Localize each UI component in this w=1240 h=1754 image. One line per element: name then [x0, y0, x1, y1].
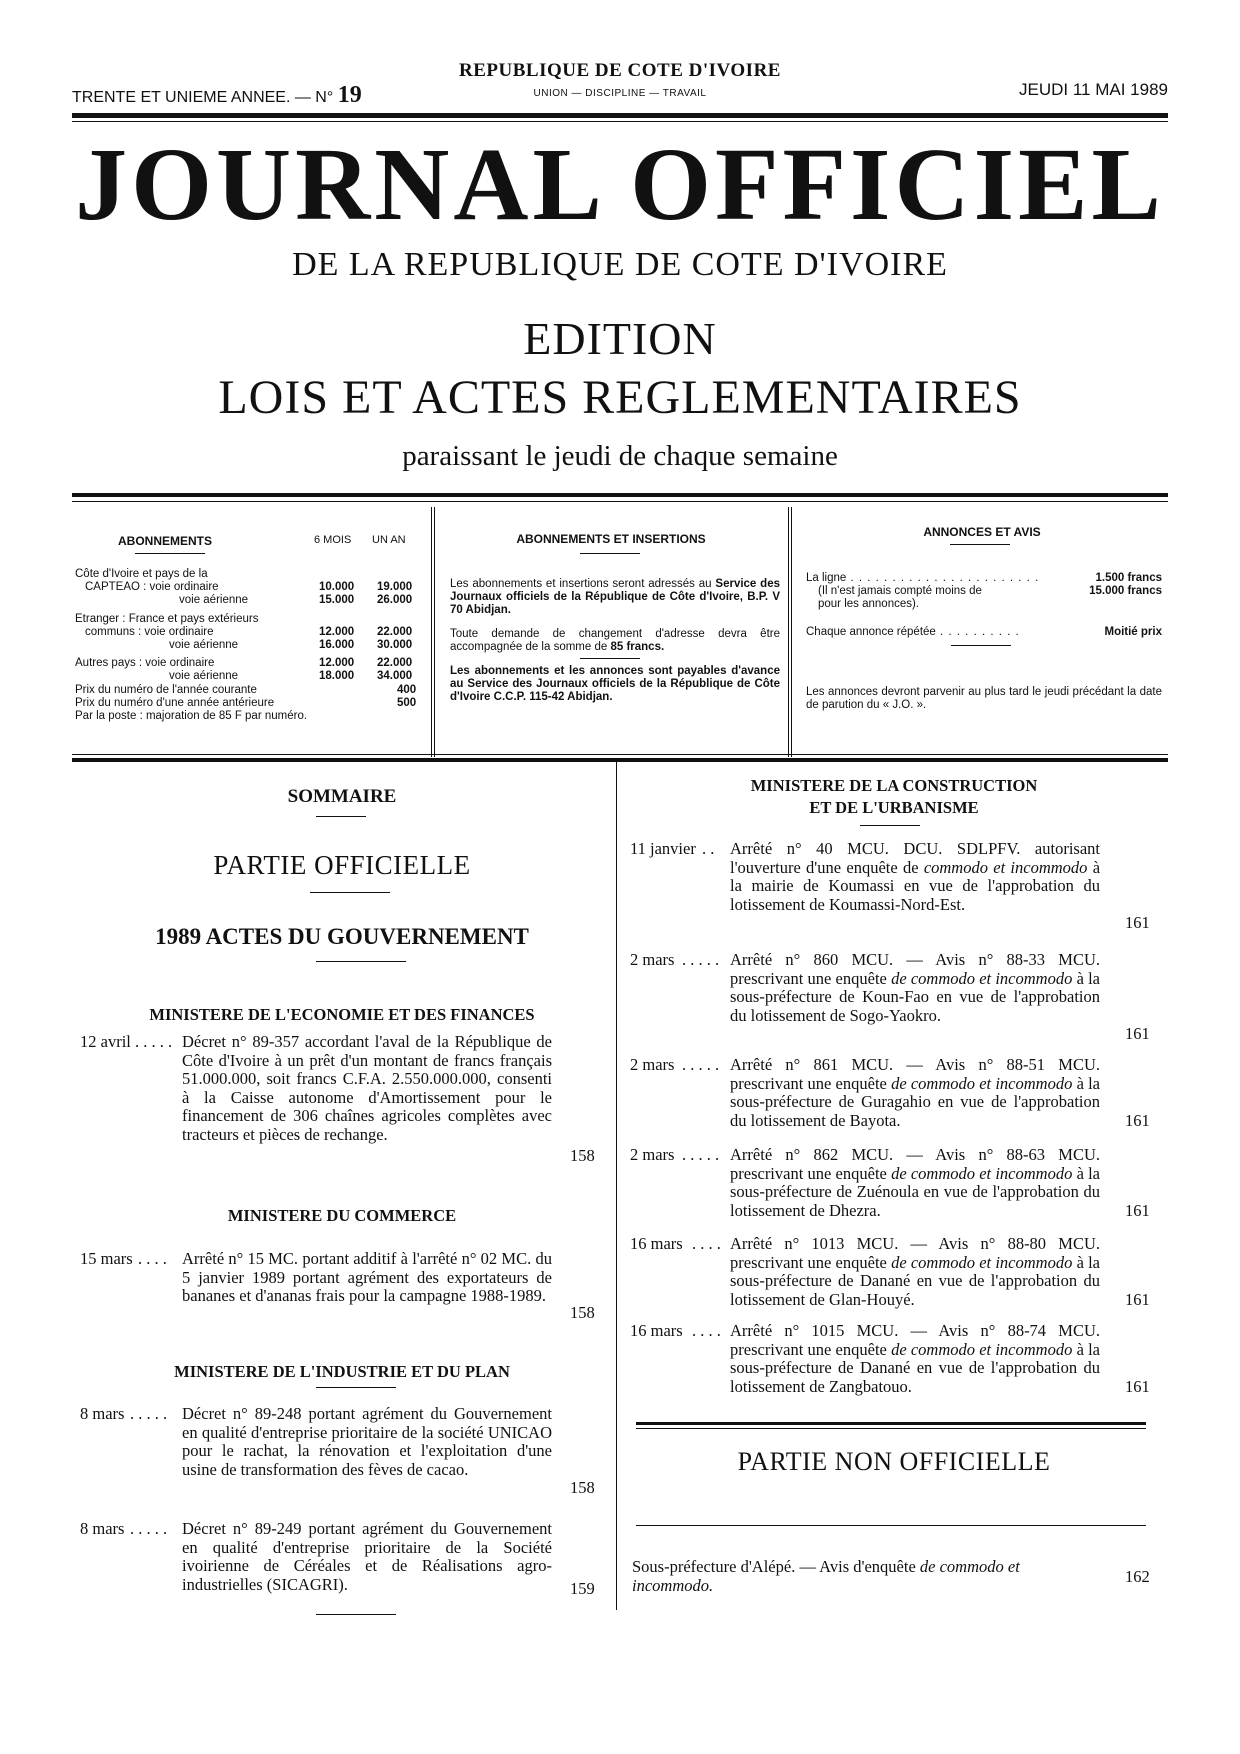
ads-min-price: 15.000 francs	[1089, 585, 1162, 598]
toc-entry[interactable]	[630, 1235, 1160, 1311]
entry-page: 162	[1125, 1567, 1150, 1586]
entry-text: Arrêté n° 1015 MCU. — Avis n° 88-74 MCU. prescrivant une enquête de commodo et incommodo à la sous-préfecture de Danané en vue de l'approbation du lotissement de Zangbatouo.	[730, 1321, 1101, 1396]
journal-title: JOURNAL OFFICIEL	[75, 127, 1165, 242]
ministry-economie: MINISTERE DE L'ECONOMIE ET DES FINANCES	[149, 1005, 535, 1024]
country-name: REPUBLIQUE DE COTE D'IVOIRE	[459, 60, 781, 81]
leader-dots: . . . . .	[130, 1404, 168, 1423]
journal-subtitle: DE LA REPUBLIQUE DE COTE D'IVOIRE	[292, 246, 948, 283]
price-previous-row	[75, 697, 425, 710]
ads-heading: ANNONCES ET AVIS	[923, 525, 1041, 539]
toc-entry[interactable]	[632, 1558, 1162, 1598]
entry-date: 11 janvier	[630, 839, 696, 858]
box-divider-1	[431, 507, 432, 757]
inserts-body	[450, 578, 780, 705]
entry-page: 161	[1125, 913, 1150, 932]
price-current-label: Prix du numéro de l'année courante	[75, 683, 257, 696]
leader-dots: . . . . .	[682, 950, 720, 969]
box-bottom-rule-thick	[72, 758, 1168, 762]
leader-dots: . . . .	[692, 1234, 721, 1253]
inserts-address: Les abonnements et insertions seront adressés au Service des Journaux officiels de la République de Côte d'Ivoire, B.P. V 70 Abidjan.	[450, 578, 780, 617]
rate-row	[75, 670, 425, 683]
toc-entry[interactable]	[630, 951, 1160, 1047]
entry-date: 2 mars	[630, 950, 675, 969]
ads-min-row: (Il n'est jamais compté moins de 15.000 francs	[818, 585, 1162, 598]
header-rule-thick	[72, 113, 1168, 118]
leader-dots: . . . .	[692, 1321, 721, 1340]
rate-year: 26.000	[377, 594, 413, 607]
ministry-commerce: MINISTERE DU COMMERCE	[227, 1206, 457, 1225]
ministry-industrie: MINISTERE DE L'INDUSTRIE ET DU PLAN	[174, 1362, 510, 1381]
subscription-rates	[75, 568, 425, 723]
rate-label: communs : voie ordinaire	[85, 625, 214, 638]
rate-six: 10.000	[319, 581, 355, 594]
ads-line-row: La ligne . . . . . . . . . . . . . . . . . . . . . . . 1.500 francs	[806, 572, 1162, 584]
rate-six: 18.000	[319, 670, 355, 683]
rate-year: 19.000	[377, 581, 413, 594]
rate-row	[75, 581, 425, 594]
rate-label: voie aérienne	[179, 594, 249, 607]
ads-repeat-row: Chaque annonce répétée . . . . . . . . . . Moitié prix	[806, 625, 1162, 638]
inserts-heading-rule	[580, 553, 640, 554]
entry-text: Arrêté n° 1013 MCU. — Avis n° 88-80 MCU. prescrivant une enquête de commodo et incommodo à la sous-préfecture de Danané en vue de l'approbation du lotissement de Glan-Houyé.	[730, 1234, 1101, 1309]
ministry-construction-line2: ET DE L'URBANISME	[809, 798, 979, 817]
box-divider-1b	[434, 507, 435, 757]
issue-line	[72, 82, 362, 109]
edition-label: EDITION	[523, 313, 717, 364]
subscriptions-heading: ABONNEMENTS	[118, 534, 213, 548]
nonoff-rule-thin	[636, 1428, 1146, 1429]
ads-separator	[951, 645, 1011, 646]
price-previous-value: 500	[397, 696, 417, 709]
publication-frequency: paraissant le jeudi de chaque semaine	[402, 440, 838, 472]
entry-text: Arrêté n° 15 MC. portant additif à l'arrêté n° 02 MC. du 5 janvier 1989 portant agrément des exportateurs de bananes et d'ananas frais pour la campagne 1988-1989.	[182, 1249, 552, 1305]
entry-date: 16 mars	[630, 1321, 683, 1340]
col-1year: UN AN	[372, 534, 406, 546]
entry-page: 161	[1125, 1377, 1150, 1396]
rate-year: 22.000	[377, 625, 413, 638]
motto: UNION — DISCIPLINE — TRAVAIL	[533, 88, 707, 99]
rate-six: 12.000	[319, 657, 355, 670]
year-label: TRENTE ET UNIEME ANNEE. — N°	[72, 89, 334, 106]
ministry-construction-line1: MINISTERE DE LA CONSTRUCTION	[750, 776, 1038, 795]
entry-date: 2 mars	[630, 1145, 675, 1164]
partie-officielle-rule	[310, 892, 390, 893]
ministry-industrie-rule	[316, 1387, 396, 1388]
entry-text: Décret n° 89-248 portant agrément du Gouvernement en qualité d'entreprise prioritaire de la société UNICAO pour le rachat, la rénovation et l'exploitation d'une usine de transformation des fèves de cacao.	[182, 1404, 552, 1479]
partie-non-officielle: PARTIE NON OFFICIELLE	[737, 1447, 1051, 1476]
ads-body	[806, 572, 1162, 712]
entry-date: 16 mars	[630, 1234, 683, 1253]
toc-entry[interactable]	[80, 1033, 600, 1181]
entry-page: 158	[570, 1478, 595, 1497]
ads-line-price: 1.500 francs	[1095, 572, 1162, 584]
inserts-change-address: Toute demande de changement d'adresse devra être accompagnée de la somme de 85 francs.	[450, 627, 780, 653]
partie-officielle: PARTIE OFFICIELLE	[213, 850, 471, 880]
ads-repeat-price: Moitié prix	[1104, 625, 1162, 638]
entry-date: 8 mars	[80, 1404, 125, 1423]
box-bottom-rule-thin	[72, 754, 1168, 755]
toc-entry[interactable]	[80, 1405, 600, 1501]
ads-heading-rule	[950, 544, 1010, 545]
rate-label: CAPTEAO : voie ordinaire	[85, 581, 219, 594]
rate-row	[75, 594, 425, 607]
rate-row	[75, 613, 425, 626]
leader-dots: . . . .	[138, 1249, 167, 1268]
price-previous-label: Prix du numéro d'une année antérieure	[75, 696, 275, 709]
column-separator	[616, 762, 617, 1610]
entry-date: 8 mars	[80, 1519, 125, 1538]
leader-dots: . . . . .	[682, 1145, 720, 1164]
entry-date: 15 mars	[80, 1249, 133, 1268]
inserts-heading: ABONNEMENTS ET INSERTIONS	[516, 532, 706, 546]
entry-text: Arrêté n° 860 MCU. — Avis n° 88-33 MCU. prescrivant une enquête de commodo et incommodo à la sous-préfecture de Koun-Fao en vue de l'approbation du lotissement de Sogo-Yaokro.	[730, 950, 1101, 1025]
inserts-payment: Les abonnements et les annonces sont payables d'avance au Service des Journaux officiels de la République de Côte d'Ivoire C.C.P. 115-42 Abidjan.	[450, 665, 780, 704]
sommaire-title: SOMMAIRE	[287, 786, 397, 807]
rate-label: voie aérienne	[169, 638, 239, 651]
col-6months: 6 MOIS	[314, 534, 352, 546]
rate-label: voie aérienne	[169, 670, 239, 683]
ads-deadline: Les annonces devront parvenir au plus tard le jeudi précédant la date de parution du « J.O. ».	[806, 685, 1162, 711]
box-divider-2b	[791, 507, 792, 757]
entry-page: 158	[570, 1146, 595, 1165]
rate-row	[75, 568, 425, 581]
postal-row	[75, 710, 425, 723]
entry-text: Arrêté n° 40 MCU. DCU. SDLPFV. autorisant l'ouverture d'une enquête de commodo et incommodo à la mairie de Koumassi en vue de l'approbation du lotissement de Koumassi-Nord-Est.	[730, 839, 1101, 914]
entry-page: 161	[1125, 1024, 1150, 1043]
actes-rule	[316, 961, 406, 962]
entry-text: Décret n° 89-357 accordant l'aval de la République de Côte d'Ivoire à un prêt d'un montant de francs français 51.000.000, soit francs C.F.A. 2.550.000.000, consenti à la Caisse autonome d'Amortissement pour le financement de 306 chaînes agricoles complètes avec tracteurs et pièces de rechange.	[182, 1032, 552, 1144]
leader-dots: . .	[702, 839, 715, 858]
entry-page: 158	[570, 1303, 595, 1322]
entry-date: 12 avril	[80, 1032, 131, 1051]
rate-label: Autres pays : voie ordinaire	[75, 657, 215, 670]
entry-page: 161	[1125, 1290, 1150, 1309]
toc-entry[interactable]	[630, 1322, 1160, 1398]
rate-label: Côte d'Ivoire et pays de la	[75, 568, 208, 580]
entry-page: 161	[1125, 1201, 1150, 1220]
toc-entry[interactable]	[80, 1250, 600, 1330]
box-top-rule-thin	[72, 501, 1168, 502]
rate-row	[75, 626, 425, 639]
entry-text: Arrêté n° 862 MCU. — Avis n° 88-63 MCU. prescrivant une enquête de commodo et incommodo à la sous-préfecture de Zuénoula en vue de l'approbation du lotissement de Dhezra.	[730, 1145, 1101, 1220]
leader-dots: . . . . .	[130, 1519, 168, 1538]
nonoff-rule-thick	[636, 1422, 1146, 1425]
rate-label: Etranger : France et pays extérieurs	[75, 612, 259, 625]
box-divider-2	[788, 507, 789, 757]
actes-heading: 1989 ACTES DU GOUVERNEMENT	[155, 924, 529, 949]
entry-text: Décret n° 89-249 portant agrément du Gouvernement en qualité d'entreprise prioritaire de la Société ivoirienne de Céréales et de Réalisations agro-industrielles (SICAGRI).	[182, 1519, 552, 1594]
entry-page: 161	[1125, 1111, 1150, 1130]
ads-min-row2: pour les annonces).	[818, 598, 920, 611]
nonoff-heading-rule	[636, 1525, 1146, 1526]
issue-date: JEUDI 11 MAI 1989	[1019, 80, 1168, 99]
price-current-value: 400	[397, 683, 417, 696]
rate-year: 34.000	[377, 670, 413, 683]
price-current-row	[75, 684, 425, 697]
header-rule-thin	[72, 121, 1168, 122]
rate-row	[75, 639, 425, 652]
entry-text: Arrêté n° 861 MCU. — Avis n° 88-51 MCU. prescrivant une enquête de commodo et incommodo à la sous-préfecture de Guragahio en vue de l'approbation du lotissement de Bayota.	[730, 1055, 1101, 1130]
rate-year: 22.000	[377, 657, 413, 670]
ministry-construction-rule	[860, 825, 920, 826]
toc-entry[interactable]	[80, 1520, 600, 1600]
leader-dots: . . . . .	[135, 1032, 173, 1051]
leader-dots: . . . . .	[682, 1055, 720, 1074]
postal-surcharge: Par la poste : majoration de 85 F par numéro.	[75, 709, 308, 722]
rate-six: 12.000	[319, 625, 355, 638]
rate-row	[75, 657, 425, 670]
rate-year: 30.000	[377, 638, 413, 651]
inserts-separator	[580, 658, 640, 659]
issue-number: 19	[337, 82, 362, 108]
box-top-rule-thick	[72, 493, 1168, 497]
edition-name: LOIS ET ACTES REGLEMENTAIRES	[218, 371, 1022, 424]
toc-entry[interactable]	[630, 1146, 1160, 1222]
toc-entry[interactable]	[630, 840, 1160, 936]
sommaire-rule	[316, 816, 366, 817]
left-column-end-rule	[316, 1614, 396, 1615]
rate-six: 16.000	[319, 638, 355, 651]
subscriptions-heading-rule	[135, 553, 205, 554]
rate-six: 15.000	[319, 594, 355, 607]
toc-entry[interactable]	[630, 1056, 1160, 1132]
entry-page: 159	[570, 1579, 595, 1598]
entry-date: 2 mars	[630, 1055, 675, 1074]
entry-text: Sous-préfecture d'Alépé. — Avis d'enquête de commodo et incommodo.	[632, 1557, 1020, 1595]
